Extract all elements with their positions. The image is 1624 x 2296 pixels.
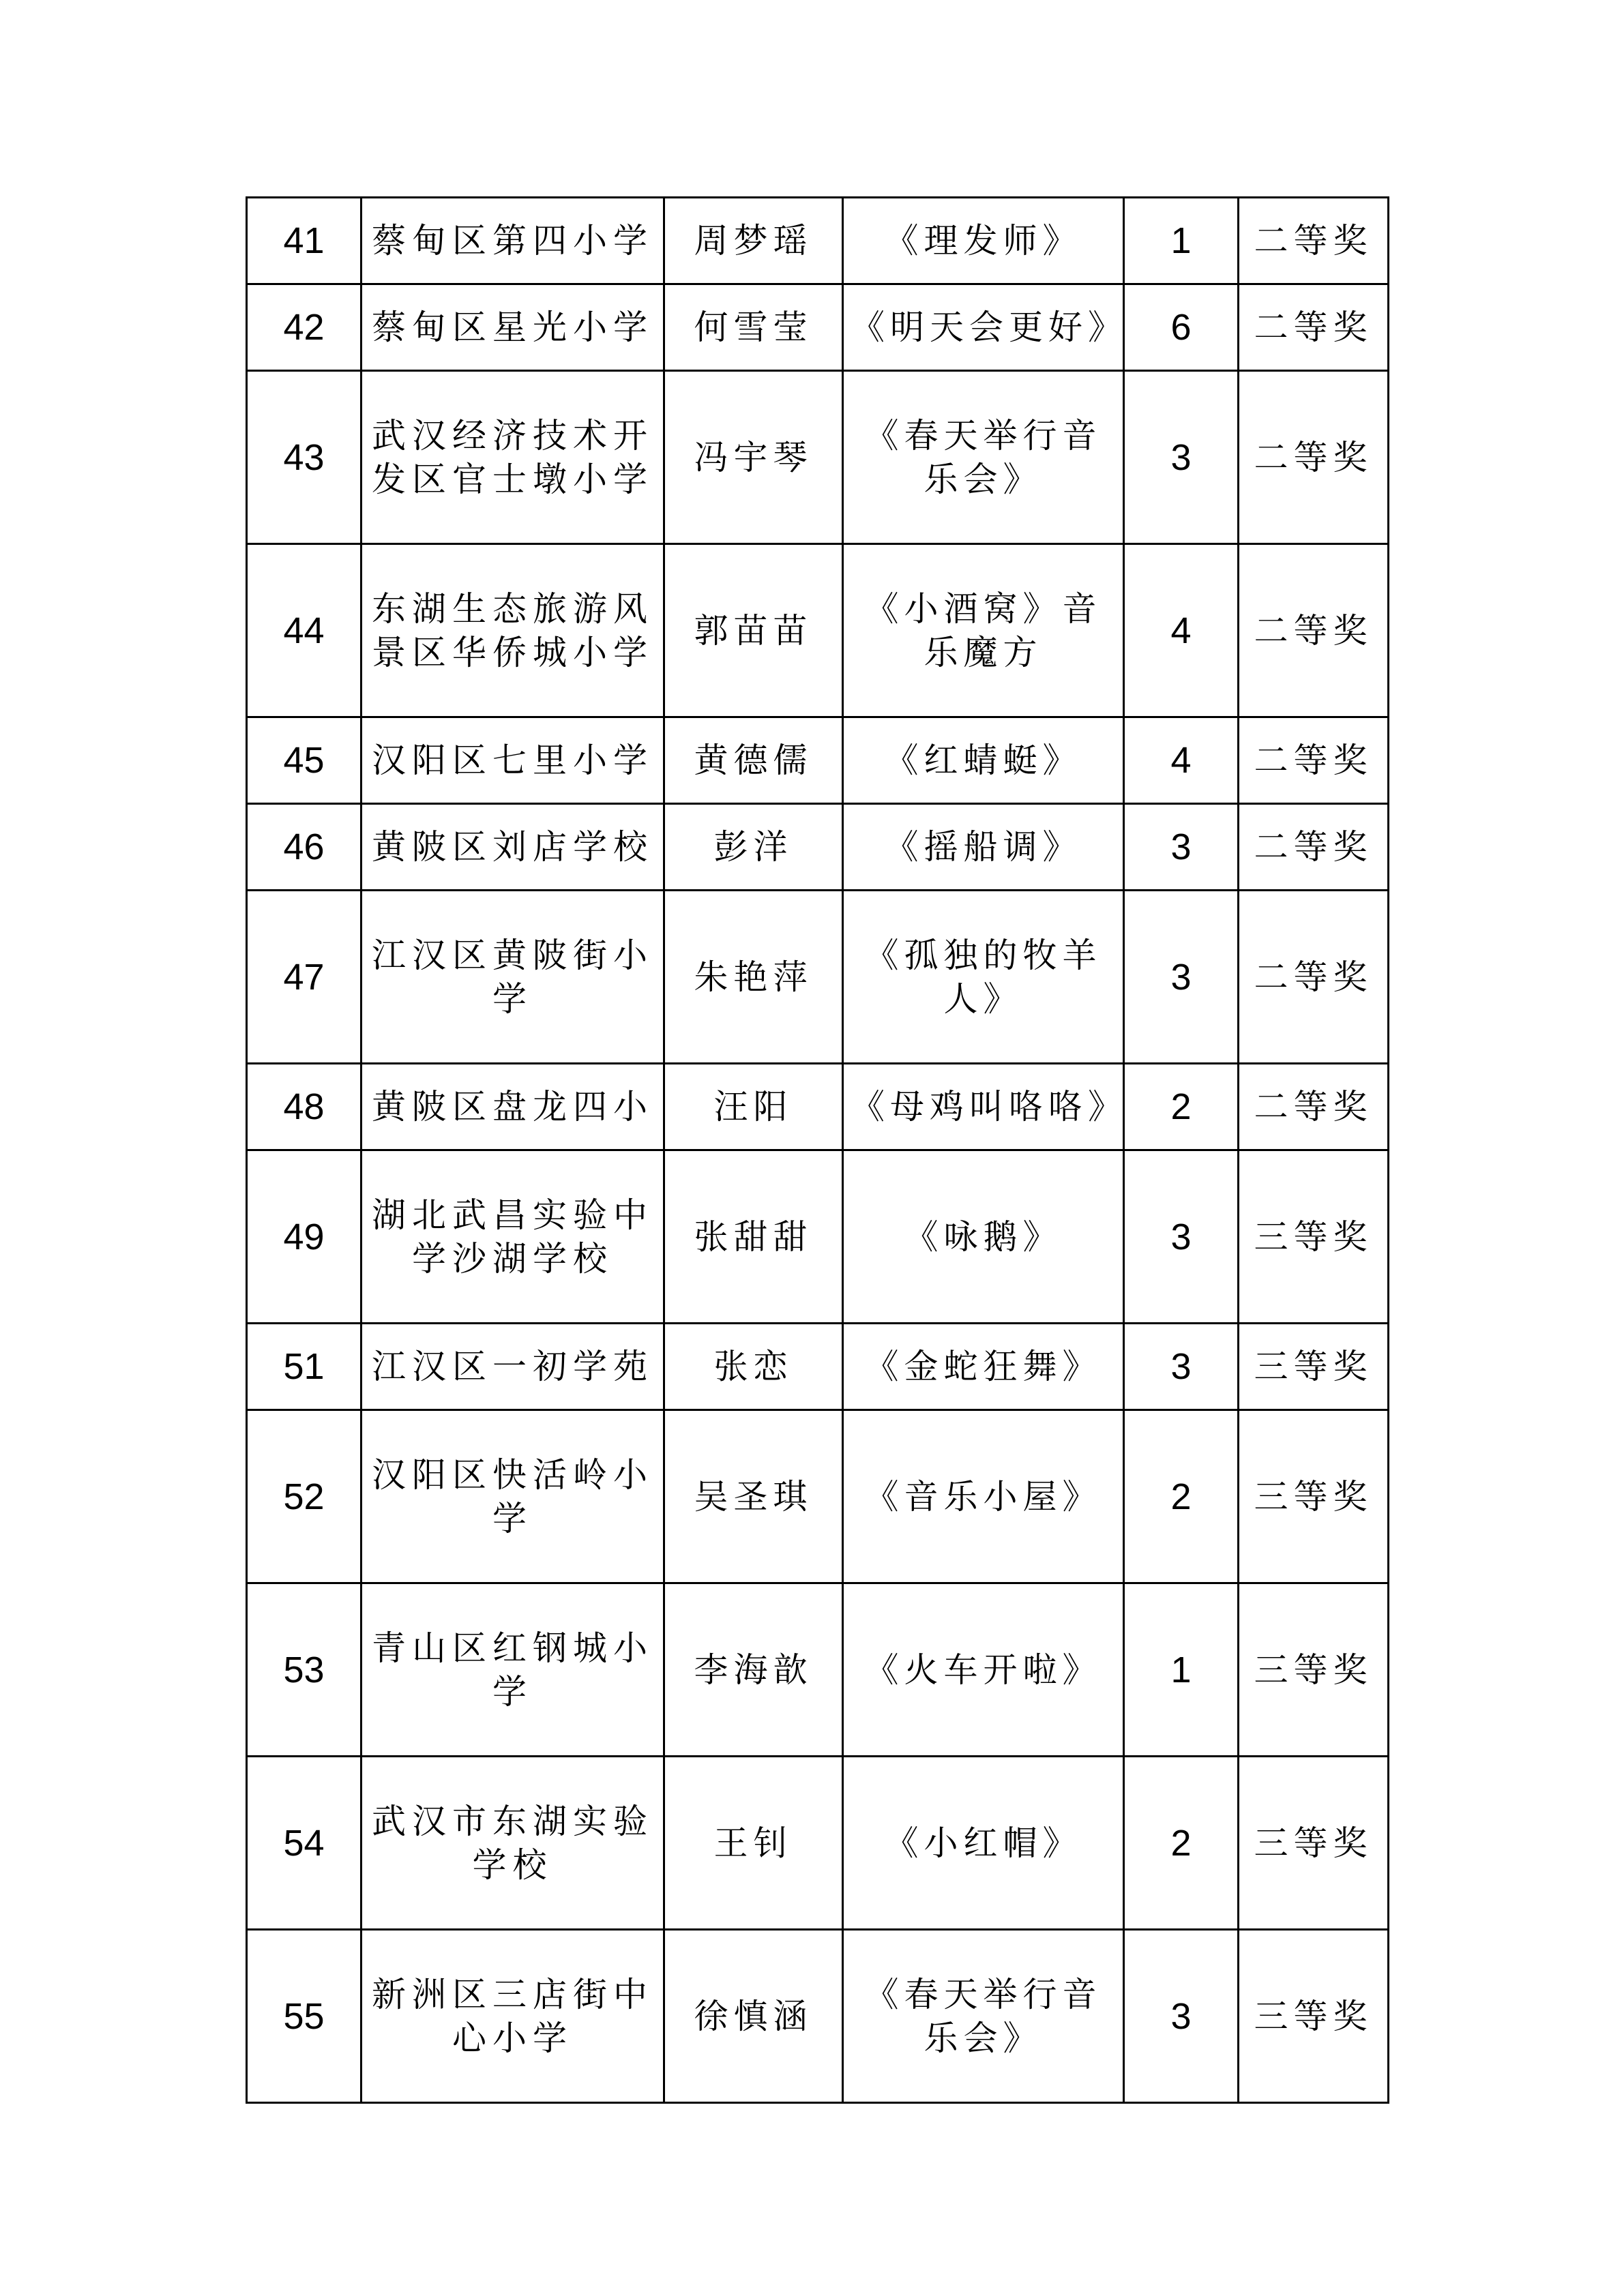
award-cell: 二等奖 bbox=[1239, 284, 1389, 371]
table-row bbox=[247, 284, 1389, 371]
work-title-cell: 《母鸡叫咯咯》 bbox=[843, 1064, 1124, 1150]
serial-number-cell: 45 bbox=[247, 717, 361, 804]
serial-number-cell: 42 bbox=[247, 284, 361, 371]
work-title-cell: 《音乐小屋》 bbox=[843, 1410, 1124, 1583]
grade-cell: 3 bbox=[1124, 1150, 1239, 1324]
teacher-cell: 黄德儒 bbox=[664, 717, 843, 804]
award-cell: 二等奖 bbox=[1239, 717, 1389, 804]
serial-number-cell: 43 bbox=[247, 371, 361, 544]
teacher-cell: 何雪莹 bbox=[664, 284, 843, 371]
teacher-cell: 张甜甜 bbox=[664, 1150, 843, 1324]
teacher-cell: 李海歆 bbox=[664, 1583, 843, 1757]
work-title-cell: 《金蛇狂舞》 bbox=[843, 1324, 1124, 1410]
table-row bbox=[247, 1064, 1389, 1150]
school-cell: 青山区红钢城小学 bbox=[361, 1583, 664, 1757]
work-title-cell: 《小红帽》 bbox=[843, 1757, 1124, 1930]
award-cell: 三等奖 bbox=[1239, 1410, 1389, 1583]
grade-cell: 4 bbox=[1124, 544, 1239, 717]
work-title-cell: 《火车开啦》 bbox=[843, 1583, 1124, 1757]
serial-number-cell: 46 bbox=[247, 804, 361, 891]
work-title-cell: 《春天举行音乐会》 bbox=[843, 1930, 1124, 2103]
work-title-cell: 《春天举行音乐会》 bbox=[843, 371, 1124, 544]
school-cell: 汉阳区七里小学 bbox=[361, 717, 664, 804]
work-title-cell: 《红蜻蜓》 bbox=[843, 717, 1124, 804]
table-row bbox=[247, 804, 1389, 891]
grade-cell: 3 bbox=[1124, 371, 1239, 544]
school-cell: 武汉经济技术开发区官士墩小学 bbox=[361, 371, 664, 544]
serial-number-cell: 53 bbox=[247, 1583, 361, 1757]
award-cell: 二等奖 bbox=[1239, 804, 1389, 891]
school-cell: 江汉区黄陂街小学 bbox=[361, 891, 664, 1064]
teacher-cell: 冯宇琴 bbox=[664, 371, 843, 544]
award-cell: 二等奖 bbox=[1239, 198, 1389, 284]
school-cell: 蔡甸区第四小学 bbox=[361, 198, 664, 284]
award-table bbox=[246, 196, 1389, 2104]
school-cell: 黄陂区刘店学校 bbox=[361, 804, 664, 891]
table-row bbox=[247, 1324, 1389, 1410]
school-cell: 武汉市东湖实验学校 bbox=[361, 1757, 664, 1930]
serial-number-cell: 54 bbox=[247, 1757, 361, 1930]
award-cell: 三等奖 bbox=[1239, 1757, 1389, 1930]
teacher-cell: 汪阳 bbox=[664, 1064, 843, 1150]
table-row bbox=[247, 198, 1389, 284]
grade-cell: 6 bbox=[1124, 284, 1239, 371]
table-row bbox=[247, 1150, 1389, 1324]
table-row bbox=[247, 544, 1389, 717]
award-cell: 三等奖 bbox=[1239, 1583, 1389, 1757]
award-cell: 二等奖 bbox=[1239, 544, 1389, 717]
grade-cell: 2 bbox=[1124, 1064, 1239, 1150]
school-cell: 汉阳区快活岭小学 bbox=[361, 1410, 664, 1583]
teacher-cell: 朱艳萍 bbox=[664, 891, 843, 1064]
school-cell: 新洲区三店街中心小学 bbox=[361, 1930, 664, 2103]
table-row bbox=[247, 717, 1389, 804]
teacher-cell: 周梦瑶 bbox=[664, 198, 843, 284]
work-title-cell: 《明天会更好》 bbox=[843, 284, 1124, 371]
award-cell: 三等奖 bbox=[1239, 1324, 1389, 1410]
grade-cell: 2 bbox=[1124, 1757, 1239, 1930]
work-title-cell: 《理发师》 bbox=[843, 198, 1124, 284]
table-row bbox=[247, 1930, 1389, 2103]
award-cell: 二等奖 bbox=[1239, 891, 1389, 1064]
grade-cell: 3 bbox=[1124, 1324, 1239, 1410]
award-cell: 二等奖 bbox=[1239, 371, 1389, 544]
grade-cell: 3 bbox=[1124, 1930, 1239, 2103]
teacher-cell: 王钊 bbox=[664, 1757, 843, 1930]
school-cell: 东湖生态旅游风景区华侨城小学 bbox=[361, 544, 664, 717]
table-row bbox=[247, 371, 1389, 544]
serial-number-cell: 55 bbox=[247, 1930, 361, 2103]
work-title-cell: 《孤独的牧羊人》 bbox=[843, 891, 1124, 1064]
award-table-body bbox=[247, 198, 1389, 2103]
serial-number-cell: 52 bbox=[247, 1410, 361, 1583]
award-cell: 三等奖 bbox=[1239, 1150, 1389, 1324]
grade-cell: 1 bbox=[1124, 1583, 1239, 1757]
grade-cell: 3 bbox=[1124, 804, 1239, 891]
serial-number-cell: 51 bbox=[247, 1324, 361, 1410]
work-title-cell: 《小酒窝》音乐魔方 bbox=[843, 544, 1124, 717]
school-cell: 湖北武昌实验中学沙湖学校 bbox=[361, 1150, 664, 1324]
work-title-cell: 《摇船调》 bbox=[843, 804, 1124, 891]
serial-number-cell: 44 bbox=[247, 544, 361, 717]
teacher-cell: 郭苗苗 bbox=[664, 544, 843, 717]
serial-number-cell: 41 bbox=[247, 198, 361, 284]
grade-cell: 4 bbox=[1124, 717, 1239, 804]
school-cell: 蔡甸区星光小学 bbox=[361, 284, 664, 371]
school-cell: 江汉区一初学苑 bbox=[361, 1324, 664, 1410]
serial-number-cell: 47 bbox=[247, 891, 361, 1064]
award-cell: 二等奖 bbox=[1239, 1064, 1389, 1150]
table-row bbox=[247, 891, 1389, 1064]
teacher-cell: 徐慎涵 bbox=[664, 1930, 843, 2103]
work-title-cell: 《咏鹅》 bbox=[843, 1150, 1124, 1324]
teacher-cell: 张恋 bbox=[664, 1324, 843, 1410]
teacher-cell: 吴圣琪 bbox=[664, 1410, 843, 1583]
serial-number-cell: 48 bbox=[247, 1064, 361, 1150]
award-cell: 三等奖 bbox=[1239, 1930, 1389, 2103]
serial-number-cell: 49 bbox=[247, 1150, 361, 1324]
grade-cell: 1 bbox=[1124, 198, 1239, 284]
table-row bbox=[247, 1583, 1389, 1757]
teacher-cell: 彭洋 bbox=[664, 804, 843, 891]
school-cell: 黄陂区盘龙四小 bbox=[361, 1064, 664, 1150]
grade-cell: 3 bbox=[1124, 891, 1239, 1064]
table-row bbox=[247, 1410, 1389, 1583]
grade-cell: 2 bbox=[1124, 1410, 1239, 1583]
table-row bbox=[247, 1757, 1389, 1930]
